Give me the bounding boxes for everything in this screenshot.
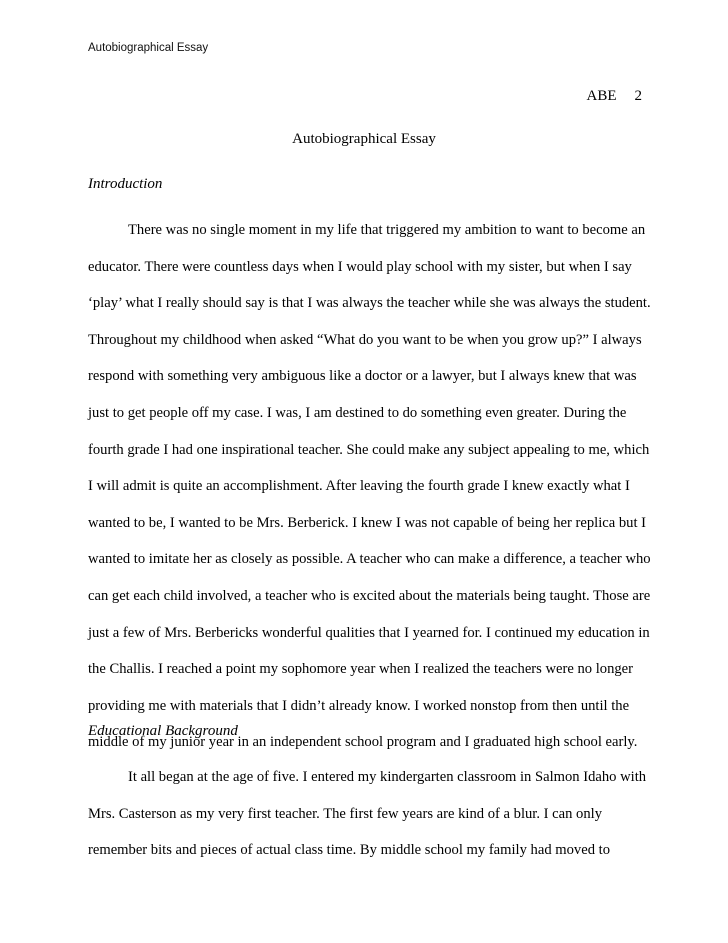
paragraph-line: respond with something very ambiguous like a doctor or a lawyer, but I always knew that was: [88, 368, 637, 385]
paragraph-line: just a few of Mrs. Berbericks wonderful qualities that I yearned for. I continued my education in: [88, 624, 650, 641]
page-number: 2: [634, 88, 642, 104]
paragraph-line: Mrs. Casterson as my very first teacher. The first few years are kind of a blur. I can only: [88, 805, 603, 822]
paragraph-line: can get each child involved, a teacher who is excited about the materials being taught. Those are: [88, 587, 651, 604]
paragraph-line: I will admit is quite an accomplishment. After leaving the fourth grade I knew exactly what I: [88, 478, 630, 495]
paragraph-line: There was no single moment in my life that triggered my ambition to want to become an: [128, 222, 646, 238]
running-head: [587, 88, 643, 105]
document-header-label: Autobiographical Essay: [88, 42, 209, 54]
section-heading-educational-background: Educational Background: [88, 723, 238, 739]
paragraph-line: Throughout my childhood when asked “What do you want to be when you grow up?” I always: [88, 331, 642, 348]
paragraph-line: fourth grade I had one inspirational teacher. She could make any subject appealing to me, which: [88, 441, 650, 458]
paragraph-line: middle of my junior year in an independent school program and I graduated high school early.: [88, 734, 638, 751]
paragraph-line: ‘play’ what I really should say is that I was always the teacher while she was always the student.: [88, 295, 651, 312]
paragraph-line: wanted to be, I wanted to be Mrs. Berberick. I knew I was not capable of being her replica but I: [88, 514, 647, 531]
paragraph-line: the Challis. I reached a point my sophomore year when I realized the teachers were no longer: [88, 661, 634, 678]
paragraph-line: It all began at the age of five. I entered my kindergarten classroom in Salmon Idaho with: [128, 769, 647, 785]
paragraph-line: remember bits and pieces of actual class time. By middle school my family had moved to: [88, 842, 610, 859]
paragraph-line: providing me with materials that I didn’t already know. I worked nonstop from then until the: [88, 697, 630, 714]
running-head-text: ABE: [586, 88, 617, 104]
essay-title: Autobiographical Essay: [292, 131, 436, 147]
section-heading-introduction: Introduction: [88, 176, 163, 192]
introduction-paragraph: [88, 221, 651, 770]
paragraph-line: educator. There were countless days when I would play school with my sister, but when I say: [88, 258, 632, 275]
paragraph-line: just to get people off my case. I was, I am destined to do something even greater. During the: [88, 404, 627, 421]
paragraph-line: wanted to imitate her as closely as possible. A teacher who can make a difference, a teacher who: [88, 551, 651, 568]
educational-background-paragraph: [88, 768, 648, 878]
